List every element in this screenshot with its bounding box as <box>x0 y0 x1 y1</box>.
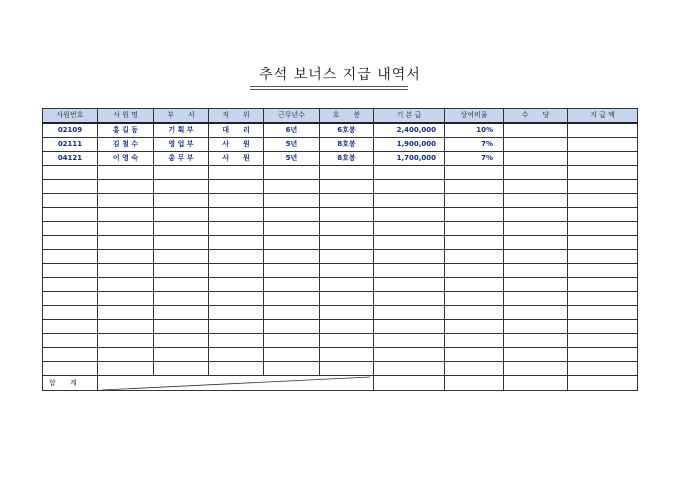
empty-cell[interactable] <box>568 236 638 250</box>
empty-row <box>43 348 638 362</box>
empty-cell[interactable] <box>209 236 264 250</box>
empty-cell[interactable] <box>320 292 374 306</box>
empty-cell[interactable] <box>98 264 154 278</box>
title-underline-bottom <box>250 89 408 90</box>
empty-cell[interactable] <box>504 334 568 348</box>
empty-cell[interactable] <box>43 278 98 292</box>
header-grade: 호 봉 <box>320 109 374 124</box>
cell-bonus-rate[interactable]: 7% <box>445 138 504 152</box>
empty-cell[interactable] <box>98 166 154 180</box>
empty-cell[interactable] <box>264 236 320 250</box>
empty-cell[interactable] <box>320 222 374 236</box>
empty-cell[interactable] <box>43 180 98 194</box>
empty-cell[interactable] <box>320 180 374 194</box>
empty-cell[interactable] <box>320 334 374 348</box>
empty-cell[interactable] <box>154 180 209 194</box>
empty-cell[interactable] <box>320 194 374 208</box>
empty-cell[interactable] <box>154 166 209 180</box>
empty-cell[interactable] <box>568 166 638 180</box>
empty-cell[interactable] <box>374 264 445 278</box>
empty-row <box>43 334 638 348</box>
total-label: 합 계 <box>43 376 98 391</box>
empty-cell[interactable] <box>209 334 264 348</box>
empty-cell[interactable] <box>154 362 209 376</box>
empty-cell[interactable] <box>445 306 504 320</box>
cell-years[interactable]: 5년 <box>264 138 320 152</box>
empty-cell[interactable] <box>374 180 445 194</box>
empty-cell[interactable] <box>154 292 209 306</box>
empty-cell[interactable] <box>445 208 504 222</box>
cell-bonus-rate[interactable]: 10% <box>445 123 504 138</box>
cell-allowance[interactable] <box>504 138 568 152</box>
empty-cell[interactable] <box>43 194 98 208</box>
empty-cell[interactable] <box>209 166 264 180</box>
empty-cell[interactable] <box>209 250 264 264</box>
cell-base-salary[interactable]: 2,400,000 <box>374 123 445 138</box>
diagonal-slash <box>98 376 374 391</box>
empty-cell[interactable] <box>320 236 374 250</box>
title-underline-top <box>250 86 408 87</box>
empty-cell[interactable] <box>445 180 504 194</box>
empty-cell[interactable] <box>264 180 320 194</box>
empty-cell[interactable] <box>445 222 504 236</box>
empty-cell[interactable] <box>264 166 320 180</box>
cell-employee-name[interactable]: 홍 길 동 <box>98 123 154 138</box>
empty-cell[interactable] <box>43 222 98 236</box>
empty-cell[interactable] <box>209 222 264 236</box>
cell-payment[interactable] <box>568 152 638 166</box>
empty-cell[interactable] <box>43 306 98 320</box>
empty-cell[interactable] <box>568 292 638 306</box>
empty-cell[interactable] <box>154 334 209 348</box>
empty-cell[interactable] <box>98 320 154 334</box>
empty-cell[interactable] <box>374 166 445 180</box>
empty-row <box>43 264 638 278</box>
empty-row <box>43 194 638 208</box>
empty-cell[interactable] <box>568 208 638 222</box>
empty-cell[interactable] <box>374 194 445 208</box>
empty-row <box>43 306 638 320</box>
empty-cell[interactable] <box>264 334 320 348</box>
cell-position[interactable]: 사 원 <box>209 152 264 166</box>
empty-cell[interactable] <box>504 194 568 208</box>
cell-employee-id[interactable]: 02109 <box>43 123 98 138</box>
empty-cell[interactable] <box>568 250 638 264</box>
header-row <box>43 109 638 124</box>
empty-cell[interactable] <box>374 278 445 292</box>
empty-cell[interactable] <box>264 264 320 278</box>
cell-years[interactable]: 5년 <box>264 152 320 166</box>
empty-row <box>43 166 638 180</box>
empty-cell[interactable] <box>98 222 154 236</box>
empty-cell[interactable] <box>98 292 154 306</box>
empty-cell[interactable] <box>209 180 264 194</box>
cell-payment[interactable] <box>568 138 638 152</box>
empty-cell[interactable] <box>264 278 320 292</box>
empty-cell[interactable] <box>320 362 374 376</box>
empty-cell[interactable] <box>154 348 209 362</box>
header-years: 근무년수 <box>264 109 320 124</box>
cell-position[interactable]: 사 원 <box>209 138 264 152</box>
empty-row <box>43 278 638 292</box>
empty-cell[interactable] <box>98 208 154 222</box>
empty-cell[interactable] <box>98 348 154 362</box>
empty-cell[interactable] <box>504 166 568 180</box>
empty-cell[interactable] <box>374 250 445 264</box>
empty-cell[interactable] <box>154 194 209 208</box>
empty-cell[interactable] <box>504 264 568 278</box>
empty-cell[interactable] <box>445 264 504 278</box>
empty-cell[interactable] <box>98 180 154 194</box>
empty-cell[interactable] <box>504 362 568 376</box>
empty-row <box>43 292 638 306</box>
empty-cell[interactable] <box>43 264 98 278</box>
cell-base-salary[interactable]: 1,900,000 <box>374 138 445 152</box>
empty-cell[interactable] <box>209 278 264 292</box>
cell-employee-name[interactable]: 김 철 수 <box>98 138 154 152</box>
empty-cell[interactable] <box>568 222 638 236</box>
empty-cell[interactable] <box>98 278 154 292</box>
empty-cell[interactable] <box>43 334 98 348</box>
empty-cell[interactable] <box>320 264 374 278</box>
empty-cell[interactable] <box>209 194 264 208</box>
empty-cell[interactable] <box>264 250 320 264</box>
empty-cell[interactable] <box>568 334 638 348</box>
empty-cell[interactable] <box>98 306 154 320</box>
cell-bonus-rate[interactable]: 7% <box>445 152 504 166</box>
empty-cell[interactable] <box>264 362 320 376</box>
empty-cell[interactable] <box>154 250 209 264</box>
empty-cell[interactable] <box>43 208 98 222</box>
empty-cell[interactable] <box>445 250 504 264</box>
empty-cell[interactable] <box>445 334 504 348</box>
empty-row <box>43 222 638 236</box>
empty-cell[interactable] <box>98 250 154 264</box>
empty-cell[interactable] <box>43 320 98 334</box>
cell-payment[interactable] <box>568 123 638 138</box>
header-bonus-rate: 상여비율 <box>445 109 504 124</box>
empty-cell[interactable] <box>320 320 374 334</box>
empty-cell[interactable] <box>154 222 209 236</box>
empty-cell[interactable] <box>374 362 445 376</box>
empty-cell[interactable] <box>445 278 504 292</box>
empty-cell[interactable] <box>98 334 154 348</box>
empty-row <box>43 362 638 376</box>
empty-cell[interactable] <box>264 306 320 320</box>
total-bonus-rate[interactable] <box>445 376 504 391</box>
empty-cell[interactable] <box>504 236 568 250</box>
empty-cell[interactable] <box>374 292 445 306</box>
empty-cell[interactable] <box>445 236 504 250</box>
empty-cell[interactable] <box>445 362 504 376</box>
total-payment[interactable] <box>568 376 638 391</box>
empty-cell[interactable] <box>504 180 568 194</box>
empty-cell[interactable] <box>264 292 320 306</box>
empty-row <box>43 236 638 250</box>
total-diagonal-cell <box>98 376 374 391</box>
empty-cell[interactable] <box>374 320 445 334</box>
cell-allowance[interactable] <box>504 152 568 166</box>
empty-cell[interactable] <box>154 208 209 222</box>
empty-cell[interactable] <box>43 166 98 180</box>
empty-cell[interactable] <box>504 348 568 362</box>
cell-grade[interactable]: 6호봉 <box>320 123 374 138</box>
empty-cell[interactable] <box>374 306 445 320</box>
empty-cell[interactable] <box>320 250 374 264</box>
empty-cell[interactable] <box>374 334 445 348</box>
empty-cell[interactable] <box>504 208 568 222</box>
empty-cell[interactable] <box>445 292 504 306</box>
total-base-salary[interactable] <box>374 376 445 391</box>
empty-cell[interactable] <box>568 264 638 278</box>
empty-cell[interactable] <box>320 166 374 180</box>
empty-cell[interactable] <box>209 306 264 320</box>
table-row <box>43 123 638 138</box>
empty-cell[interactable] <box>568 306 638 320</box>
cell-department[interactable]: 기 획 부 <box>154 123 209 138</box>
empty-cell[interactable] <box>43 236 98 250</box>
cell-allowance[interactable] <box>504 123 568 138</box>
empty-cell[interactable] <box>320 278 374 292</box>
empty-cell[interactable] <box>504 278 568 292</box>
bonus-table <box>42 108 638 391</box>
empty-cell[interactable] <box>43 250 98 264</box>
empty-cell[interactable] <box>320 348 374 362</box>
empty-cell[interactable] <box>445 348 504 362</box>
empty-cell[interactable] <box>264 320 320 334</box>
empty-row <box>43 250 638 264</box>
empty-cell[interactable] <box>43 292 98 306</box>
empty-cell[interactable] <box>209 362 264 376</box>
empty-cell[interactable] <box>98 236 154 250</box>
empty-cell[interactable] <box>445 166 504 180</box>
empty-cell[interactable] <box>568 362 638 376</box>
cell-employee-id[interactable]: 04121 <box>43 152 98 166</box>
empty-cell[interactable] <box>154 306 209 320</box>
table-row <box>43 138 638 152</box>
empty-cell[interactable] <box>568 348 638 362</box>
cell-base-salary[interactable]: 1,700,000 <box>374 152 445 166</box>
header-payment: 지 급 액 <box>568 109 638 124</box>
header-employee-id: 사원번호 <box>43 109 98 124</box>
empty-cell[interactable] <box>264 348 320 362</box>
empty-row <box>43 320 638 334</box>
empty-cell[interactable] <box>264 222 320 236</box>
empty-cell[interactable] <box>504 320 568 334</box>
empty-cell[interactable] <box>374 222 445 236</box>
empty-cell[interactable] <box>568 194 638 208</box>
empty-cell[interactable] <box>445 320 504 334</box>
empty-cell[interactable] <box>504 222 568 236</box>
empty-cell[interactable] <box>98 362 154 376</box>
empty-cell[interactable] <box>504 306 568 320</box>
header-employee-name: 사 원 명 <box>98 109 154 124</box>
empty-cell[interactable] <box>374 236 445 250</box>
empty-cell[interactable] <box>209 208 264 222</box>
cell-department[interactable]: 총 무 부 <box>154 152 209 166</box>
header-allowance: 수 당 <box>504 109 568 124</box>
header-base-salary: 기 본 급 <box>374 109 445 124</box>
cell-grade[interactable]: 8호봉 <box>320 138 374 152</box>
empty-cell[interactable] <box>154 236 209 250</box>
empty-cell[interactable] <box>209 320 264 334</box>
cell-position[interactable]: 대 리 <box>209 123 264 138</box>
empty-cell[interactable] <box>43 362 98 376</box>
header-position: 직 위 <box>209 109 264 124</box>
empty-cell[interactable] <box>504 250 568 264</box>
empty-cell[interactable] <box>154 320 209 334</box>
cell-employee-name[interactable]: 이 영 숙 <box>98 152 154 166</box>
cell-employee-id[interactable]: 02111 <box>43 138 98 152</box>
empty-cell[interactable] <box>264 208 320 222</box>
header-department: 부 서 <box>154 109 209 124</box>
table-row <box>43 152 638 166</box>
empty-cell[interactable] <box>374 208 445 222</box>
empty-cell[interactable] <box>320 306 374 320</box>
cell-years[interactable]: 6년 <box>264 123 320 138</box>
empty-cell[interactable] <box>98 194 154 208</box>
empty-row <box>43 180 638 194</box>
total-row <box>43 376 638 391</box>
empty-cell[interactable] <box>209 348 264 362</box>
empty-cell[interactable] <box>43 348 98 362</box>
cell-grade[interactable]: 8호봉 <box>320 152 374 166</box>
empty-cell[interactable] <box>209 292 264 306</box>
empty-cell[interactable] <box>568 180 638 194</box>
empty-cell[interactable] <box>568 320 638 334</box>
total-allowance[interactable] <box>504 376 568 391</box>
empty-cell[interactable] <box>374 348 445 362</box>
empty-cell[interactable] <box>264 194 320 208</box>
empty-cell[interactable] <box>568 278 638 292</box>
empty-cell[interactable] <box>154 278 209 292</box>
empty-cell[interactable] <box>445 194 504 208</box>
cell-department[interactable]: 영 업 부 <box>154 138 209 152</box>
page-title: 추석 보너스 지급 내역서 <box>259 67 421 83</box>
empty-cell[interactable] <box>209 264 264 278</box>
empty-row <box>43 208 638 222</box>
empty-cell[interactable] <box>154 264 209 278</box>
empty-cell[interactable] <box>504 292 568 306</box>
empty-cell[interactable] <box>320 208 374 222</box>
